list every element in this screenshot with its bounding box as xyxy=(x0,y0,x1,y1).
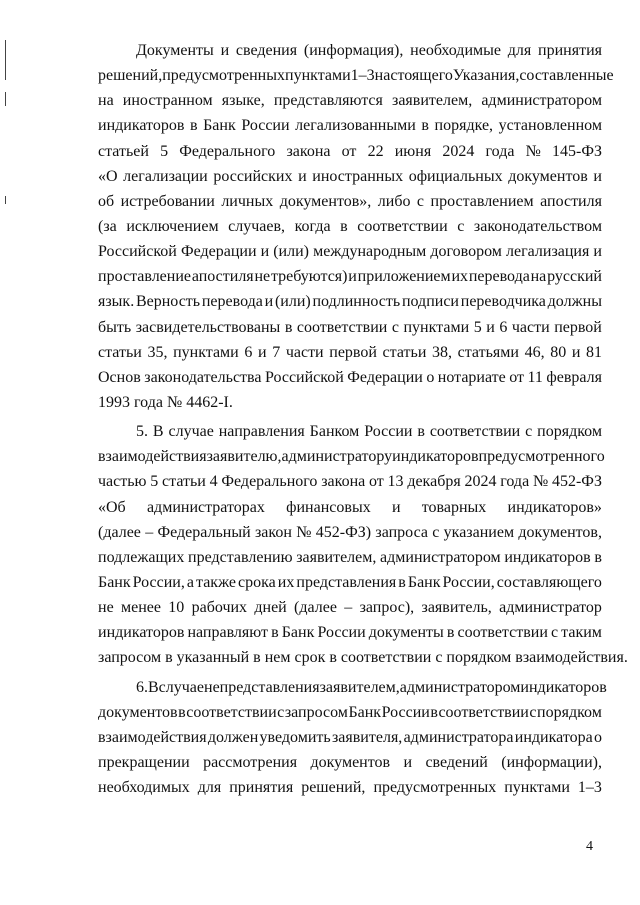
text-line: об истребовании личных документов», либо с проставлением апостиля xyxy=(98,192,602,210)
text-line: запросом в указанный в нем срок в соответствии с порядком взаимодействия. xyxy=(98,649,628,667)
text-line: Основ законодательства Российской Федерации о нотариате от 11 февраля xyxy=(98,368,602,386)
text-line: (за исключением случаев, когда в соответствии с законодательством xyxy=(98,217,602,235)
text-line: индикаторов направляют в Банк России документы в соответствии с таким xyxy=(98,624,602,642)
text-line: частью 5 статьи 4 Федерального закона от 13 декабря 2024 года № 452-ФЗ xyxy=(98,473,602,491)
text-line: Российской Федерации и (или) международным договором легализация и xyxy=(98,243,602,261)
text-line: язык. Верность перевода и (или) подлинность подписи переводчика должны xyxy=(98,293,602,311)
text-line: взаимодействия заявителю, администратору индикаторов предусмотренного xyxy=(98,448,605,466)
text-line: «Об администраторах финансовых и товарных индикаторов» xyxy=(98,498,602,516)
document-body xyxy=(98,42,628,804)
text-line: Банк России, а также срока их представления в Банк России, составляющего xyxy=(98,573,602,591)
text-line: Документы и сведения (информация), необходимые для принятия xyxy=(136,42,602,59)
text-line: решений, предусмотренных пунктами 1–3 настоящего Указания, составленные xyxy=(98,67,614,85)
text-line: документов в соответствии с запросом Банк России в соответствии с порядком xyxy=(98,703,602,721)
paragraph-item-6 xyxy=(98,678,607,805)
text-line: статьей 5 Федерального закона от 22 июня 2024 года № 145-ФЗ xyxy=(98,142,602,160)
text-line: статьи 35, пунктами 6 и 7 части первой статьи 38, статьями 46, 80 и 81 xyxy=(98,343,602,361)
paragraph-documents xyxy=(98,42,614,419)
text-line: не менее 10 рабочих дней (далее – запрос), заявитель, администратор xyxy=(98,599,602,617)
paragraph-item-5 xyxy=(98,423,628,674)
text-line: необходимых для принятия решений, предусмотренных пунктами 1–3 xyxy=(98,779,602,797)
text-line: 5. В случае направления Банком России в соответствии с порядком xyxy=(136,423,602,441)
page-number: 4 xyxy=(586,839,593,854)
text-line: на иностранном языке, представляются заявителем, администратором xyxy=(98,92,602,110)
text-line: быть засвидетельствованы в соответствии с пунктами 5 и 6 части первой xyxy=(98,318,602,336)
text-line: индикаторов в Банк России легализованными в порядке, установленном xyxy=(98,117,602,135)
text-line: 6. В случае непредставления заявителем, администратором индикаторов xyxy=(136,678,607,696)
scan-margin-mark xyxy=(5,92,6,106)
text-line: подлежащих представлению заявителем, администратором индикаторов в xyxy=(98,548,602,566)
text-line: проставление апостиля не требуются) и приложением их перевода на русский xyxy=(98,268,602,286)
text-line: прекращении рассмотрения документов и сведений (информации), xyxy=(98,753,602,771)
text-line: взаимодействия должен уведомить заявителя, администратора индикатора о xyxy=(98,728,602,746)
text-line: «О легализации российских и иностранных официальных документов и xyxy=(98,167,602,185)
scan-margin-mark xyxy=(5,40,6,80)
text-line: 1993 года № 4462-I. xyxy=(98,393,233,411)
text-line: (далее – Федеральный закон № 452-ФЗ) запроса с указанием документов, xyxy=(98,523,602,541)
scan-margin-mark xyxy=(5,196,6,204)
